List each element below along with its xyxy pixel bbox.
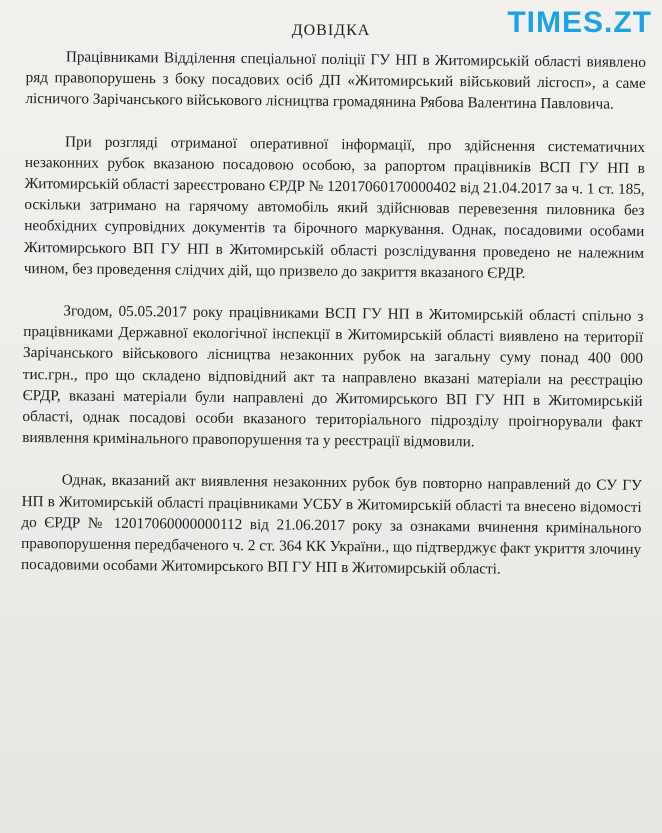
times-zt-watermark: TIMES.ZT: [507, 6, 652, 39]
document-body: [21, 46, 646, 602]
paragraph-4: Однак, вказаний акт виявлення незаконних рубок був повторно направлений до СУ ГУ НП в Житомирській області працівниками УСБУ в Житомирській області та внесено відомості до ЄРДР № 12017060000000112 від 21.06.2017 року за ознаками вчинення кримінального правопорушення передбаченого ч. 2 ст. 364 КК України., що підтверджує факт укриття злочину посадовими особами Житомирського ВП ГУ НП в Житомирській області.: [20, 471, 642, 578]
paragraph-2: При розгляді отриманої оперативної інформації, про здійснення систематичних незаконних рубок вказаною посадовою особою, за рапортом працівників ВСП ГУ НП в Житомирській області зареєстровано ЄРДР № 12017060170000402 від 21.04.2017 за ч. 1 ст. 185, оскільки затримано на гарячому автомобіль який здійснював перевезення пиловника без необхідних супровідних документів та бірочного маркування. Однак, посадовими особами Житомирського ВП ГУ НП в Житомирській області розслідування проведено не належним чином, без проведення слідчих дій, що призвело до закриття вказаного ЄРДР.: [23, 132, 646, 282]
paragraph-1: Працівниками Відділення спеціальної поліції ГУ НП в Житомирській області виявлено ряд правопорушень з боку посадових осіб ДП «Житомирський військовий лісгосп», а саме лісничого Зарічанського військового лісництва громадянина Рябова Валентина Павловича.: [25, 48, 646, 114]
paragraph-3: Згодом, 05.05.2017 року працівниками ВСП ГУ НП в Житомирській області спільно з працівниками Державної екологічної інспекції в Житомирській області виявлено на території Зарічанського військового лісництва незаконних рубок на загальну суму понад 400 000 тис.грн., про що складено відповідний акт та направлено вказані матеріали на реєстрацію ЄРДР, вказані матеріали були направлені до Житомирського ВП ГУ НП в Житомирській області, однак посадові особи вказаного територіального підрозділу проігнорували факт виявлення кримінального правопорушення та у реєстрації відмовили.: [22, 302, 644, 451]
document-title: ДОВІДКА: [291, 22, 371, 39]
